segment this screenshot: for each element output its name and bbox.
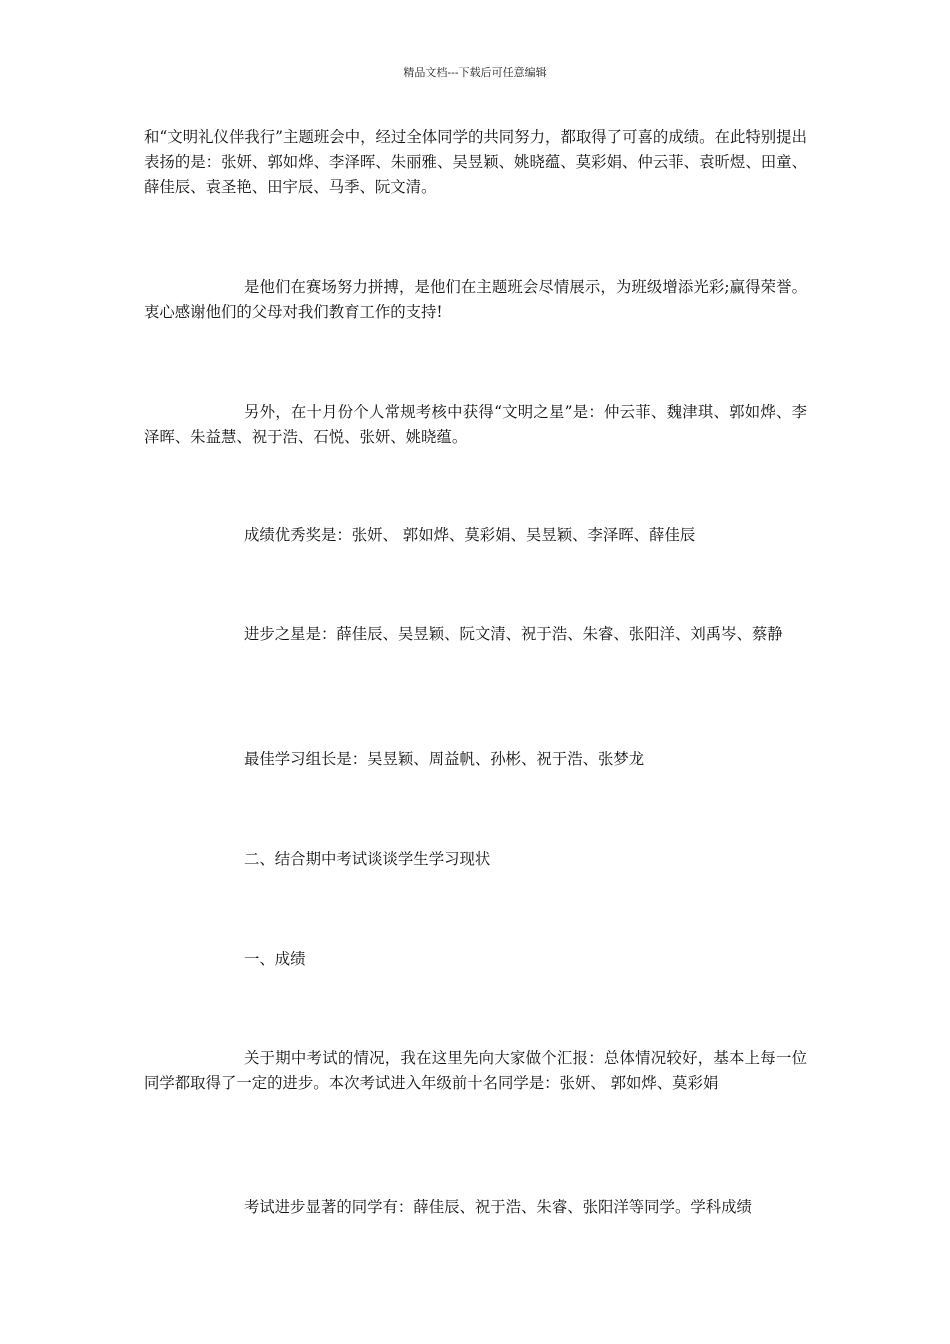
paragraph-commendation: 和“文明礼仪伴我行”主题班会中，经过全体同学的共同努力，都取得了可喜的成绩。在此特别提出表扬的是：张妍、郭如烨、李泽晖、朱丽雅、吴昱颖、姚晓蕴、莫彩娟、仲云菲、袁昕煜、田童、薛佳辰、袁圣艳、田宇辰、马季、阮文清。 — [144, 128, 807, 196]
section-heading-exam: 二、结合期中考试谈谈学生学习现状 — [244, 850, 491, 868]
section-heading-scores: 一、成绩 — [244, 950, 306, 968]
paragraph-notable-progress: 考试进步显著的同学有：薛佳辰、祝于浩、朱睿、张阳洋等同学。学科成绩 — [244, 1198, 752, 1216]
paragraph-thanks: 是他们在赛场努力拼搏，是他们在主题班会尽情展示，为班级增添光彩;赢得荣誉。衷心感谢他们的父母对我们教育工作的支持! — [144, 278, 807, 321]
paragraph-civility-stars: 另外，在十月份个人常规考核中获得“文明之星”是：仲云菲、魏津琪、郭如烨、李泽晖、朱益慧、祝于浩、石悦、张妍、姚晓蕴。 — [144, 403, 807, 446]
page-header: 精品文档---下载后可任意编辑 — [403, 66, 547, 79]
paragraph-exam-report: 关于期中考试的情况，我在这里先向大家做个汇报：总体情况较好，基本上每一位同学都取得了一定的进步。本次考试进入年级前十名同学是：张妍、 郭如烨、莫彩娟 — [144, 1049, 807, 1092]
paragraph-excellence-award: 成绩优秀奖是：张妍、 郭如烨、莫彩娟、吴昱颖、李泽晖、薛佳辰 — [244, 526, 696, 544]
paragraph-group-leaders: 最佳学习组长是：吴昱颖、周益帆、孙彬、祝于浩、张梦龙 — [244, 750, 645, 768]
paragraph-progress-stars: 进步之星是：薛佳辰、吴昱颖、阮文清、祝于浩、朱睿、张阳洋、刘禹岑、蔡静 — [244, 625, 783, 643]
